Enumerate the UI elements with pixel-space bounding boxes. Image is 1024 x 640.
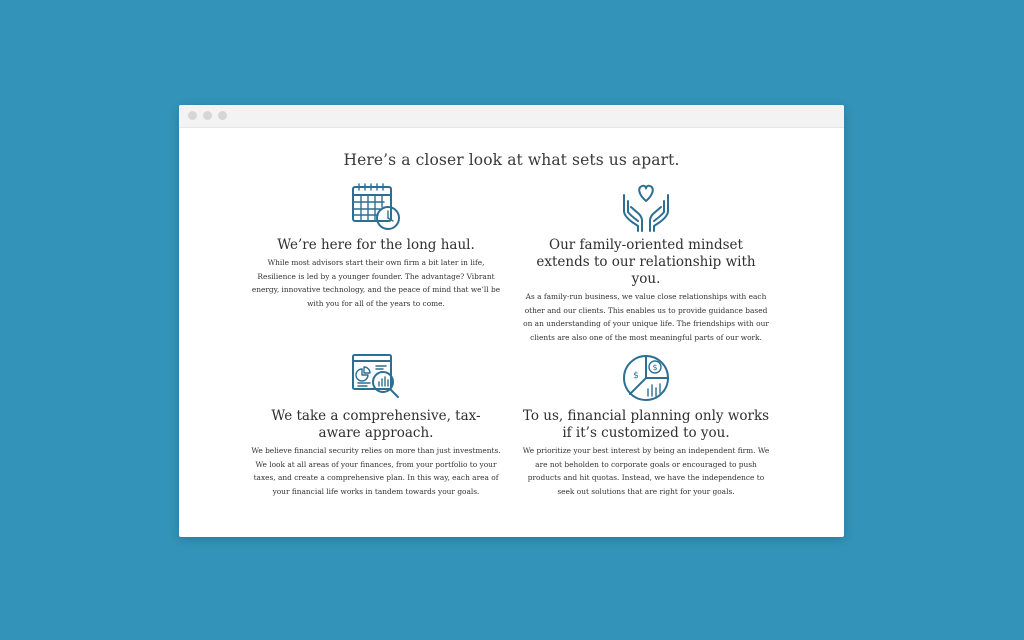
browser-window: [179, 105, 844, 537]
feature-body: As a family-run business, we value close relationships with each other and our clients. This enables us to provide guidance based on an understanding of your unique life. The friendships with our clients are also one of the most meaningful parts of our work.: [523, 292, 769, 342]
svg-text:$: $: [652, 363, 658, 372]
feature-customized: [521, 352, 771, 498]
feature-long-haul: [251, 181, 501, 310]
svg-text:$: $: [633, 371, 639, 381]
feature-title: We take a comprehensive, tax-aware approach.: [271, 408, 481, 441]
hands-heart-icon: [620, 181, 672, 233]
feature-body: While most advisors start their own firm a bit later in life, Resilience is led by a younger founder. The advantage? Vibrant energy, innovative technology, and the peace of mind that we’ll be with you for all of the years to come.: [251, 258, 501, 308]
feature-title: To us, financial planning only works if it’s customized to you.: [522, 408, 770, 441]
feature-family-oriented: [521, 181, 771, 344]
pie-chart-dollar-icon: [620, 352, 672, 404]
report-magnifier-icon: [350, 352, 402, 404]
feature-body: We believe financial security relies on more than just investments. We look at all areas of your finances, from your portfolio to your taxes, and create a comprehensive plan. In this way, each area of your financial life works in tandem towards your goals.: [251, 446, 501, 496]
feature-comprehensive: [251, 352, 501, 498]
calendar-clock-icon: [350, 181, 402, 233]
feature-body: We prioritize your best interest by being an independent firm. We are not beholden to corporate goals or encouraged to push products and hit quotas. Instead, we have the independence to seek out solutions that are right for your goals.: [522, 446, 770, 496]
maximize-window-button[interactable]: [218, 111, 227, 120]
feature-title: Our family-oriented mindset extends to our relationship with you.: [536, 237, 756, 287]
window-titlebar: [179, 105, 844, 128]
feature-title: We’re here for the long haul.: [277, 237, 475, 253]
minimize-window-button[interactable]: [203, 111, 212, 120]
close-window-button[interactable]: [188, 111, 197, 120]
section-headline: Here’s a closer look at what sets us apart.: [343, 151, 680, 169]
